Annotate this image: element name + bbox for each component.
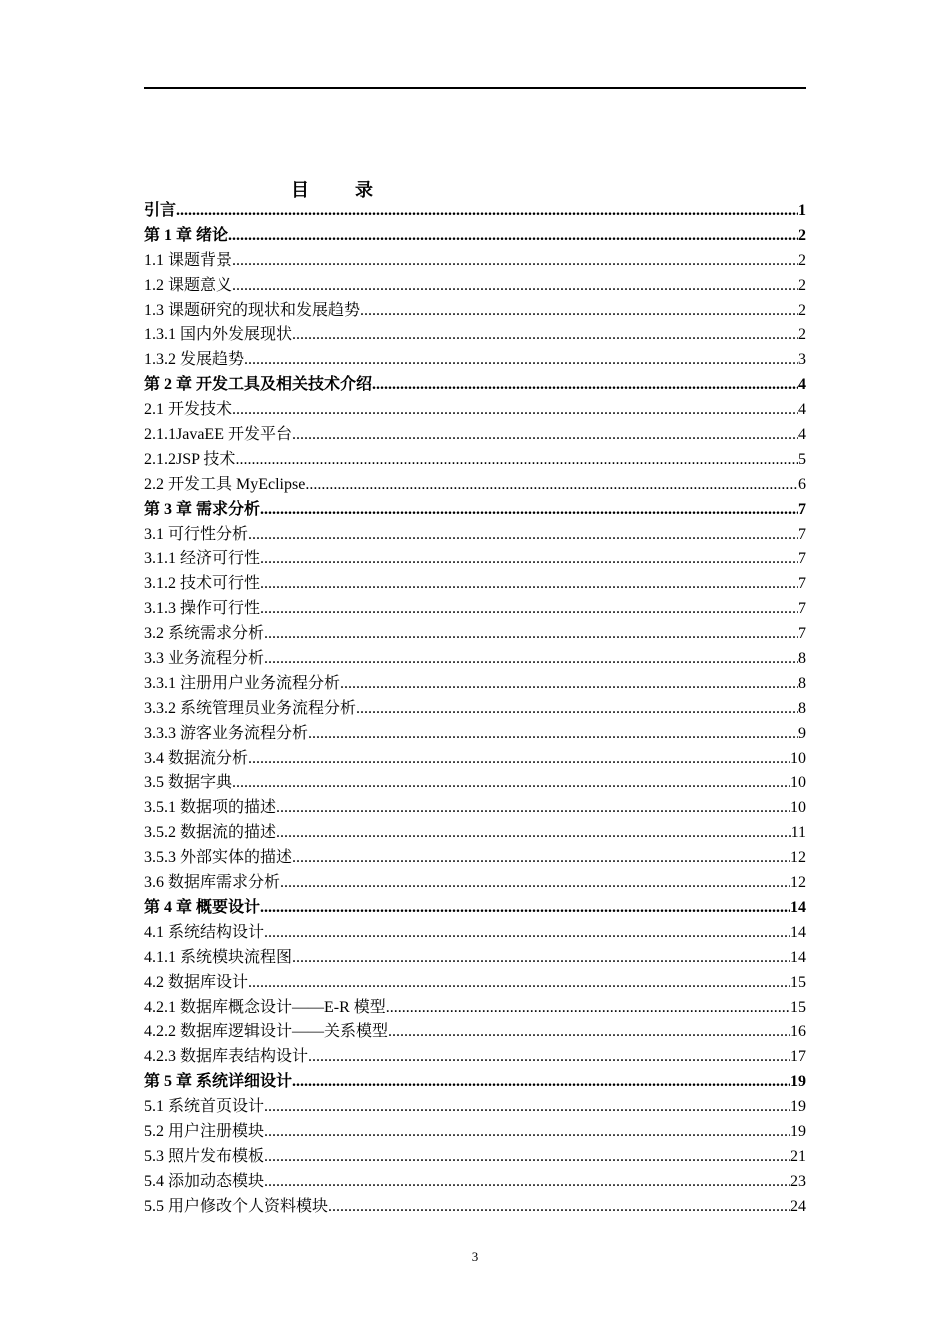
toc-leader-dots xyxy=(292,1070,790,1095)
toc-entry-page: 2 xyxy=(798,226,806,244)
toc-leader-dots xyxy=(232,249,798,274)
toc-entry[interactable] xyxy=(144,274,806,299)
toc-entry[interactable] xyxy=(144,747,806,772)
toc-entry-page: 3 xyxy=(798,351,806,369)
toc-entry-page: 1 xyxy=(798,202,806,219)
toc-leader-dots xyxy=(260,498,798,523)
header-rule xyxy=(144,87,806,89)
toc-entry[interactable] xyxy=(144,771,806,796)
toc-entry-label: 3.4 数据流分析 xyxy=(144,749,249,767)
toc-entry-label: 5.5 用户修改个人资料模块 xyxy=(144,1197,329,1215)
toc-leader-dots xyxy=(292,946,790,971)
toc-entry[interactable] xyxy=(144,448,806,473)
page-number: 3 xyxy=(471,1249,479,1264)
toc-leader-dots xyxy=(228,224,798,249)
toc-leader-dots xyxy=(260,572,798,597)
toc-leader-dots xyxy=(232,398,798,423)
toc-entry-page: 4 xyxy=(798,376,806,394)
toc-entry-label: 4.2.3 数据库表结构设计 xyxy=(144,1048,309,1066)
toc-entry-page: 2 xyxy=(798,301,806,319)
toc-entry-label: 3.3.1 注册用户业务流程分析 xyxy=(144,674,341,692)
toc-entry-page: 4 xyxy=(798,426,806,444)
toc-entry-label: 1.1 课题背景 xyxy=(144,251,233,269)
toc-entry[interactable] xyxy=(144,1120,806,1145)
toc-entry[interactable] xyxy=(144,996,806,1021)
toc-entry-page: 23 xyxy=(790,1172,806,1190)
toc-entry-page: 5 xyxy=(798,450,806,468)
toc-leader-dots xyxy=(292,323,798,348)
toc-leader-dots xyxy=(386,996,790,1021)
toc-entry[interactable] xyxy=(144,672,806,697)
toc-entry-label: 3.1.3 操作可行性 xyxy=(144,600,261,618)
toc-leader-dots xyxy=(235,448,798,473)
toc-entry-label: 4.2.1 数据库概念设计——E-R 模型 xyxy=(144,998,386,1016)
toc-entry-label: 3.5.1 数据项的描述 xyxy=(144,799,277,817)
toc-leader-dots xyxy=(360,299,798,324)
toc-entry-page: 2 xyxy=(798,326,806,344)
toc-entry-label: 4.2 数据库设计 xyxy=(144,973,249,991)
toc-entry-label: 第 3 章 需求分析 xyxy=(144,500,261,518)
toc-entry[interactable] xyxy=(144,398,806,423)
toc-entry[interactable] xyxy=(144,547,806,572)
toc-entry-label: 2.2 开发工具 MyEclipse xyxy=(144,475,306,493)
toc-leader-dots xyxy=(260,896,790,921)
toc-entry[interactable] xyxy=(144,373,806,398)
toc-entry-page: 12 xyxy=(790,849,806,867)
toc-leader-dots xyxy=(248,523,798,548)
toc-entry-page: 7 xyxy=(798,525,806,543)
toc-leader-dots xyxy=(248,747,790,772)
toc-entry-label: 1.2 课题意义 xyxy=(144,276,233,294)
toc-entry[interactable] xyxy=(144,722,806,747)
toc-entry-page: 15 xyxy=(790,973,806,991)
toc-entry[interactable] xyxy=(144,796,806,821)
toc-leader-dots xyxy=(176,199,798,224)
toc-entry-label: 5.2 用户注册模块 xyxy=(144,1122,265,1140)
toc-entry-label: 3.5 数据字典 xyxy=(144,774,233,792)
toc-entry-page: 21 xyxy=(790,1147,806,1165)
toc-entry-page: 15 xyxy=(790,998,806,1016)
toc-leader-dots xyxy=(372,373,798,398)
toc-entry-page: 8 xyxy=(798,699,806,717)
toc-entry-label: 3.1.1 经济可行性 xyxy=(144,550,261,568)
toc-entry-page: 7 xyxy=(798,500,806,518)
toc-leader-dots xyxy=(264,1145,790,1170)
toc-leader-dots xyxy=(308,722,798,747)
toc-leader-dots xyxy=(264,647,798,672)
toc-entry-page: 2 xyxy=(798,276,806,294)
toc-leader-dots xyxy=(276,796,790,821)
toc-entry-page: 14 xyxy=(790,948,806,966)
toc-entry[interactable] xyxy=(144,423,806,448)
toc-entry-page: 19 xyxy=(790,1073,806,1091)
toc-entry-label: 4.1 系统结构设计 xyxy=(144,923,265,941)
toc-leader-dots xyxy=(280,871,790,896)
toc-entry-label: 3.5.3 外部实体的描述 xyxy=(144,849,293,867)
toc-leader-dots xyxy=(276,821,791,846)
toc-entry-label: 2.1.2JSP 技术 xyxy=(144,450,236,468)
toc-entry-page: 14 xyxy=(790,898,806,916)
toc-entry[interactable] xyxy=(144,1070,806,1095)
toc-leader-dots xyxy=(264,921,790,946)
toc-entry-page: 17 xyxy=(790,1048,806,1066)
toc-leader-dots xyxy=(340,672,798,697)
toc-entry-label: 3.3 业务流程分析 xyxy=(144,650,265,668)
toc-entry-label: 第 2 章 开发工具及相关技术介绍 xyxy=(144,376,373,394)
toc-entry[interactable] xyxy=(144,647,806,672)
toc-entry-label: 2.1 开发技术 xyxy=(144,401,233,419)
toc-entry-label: 3.6 数据库需求分析 xyxy=(144,874,281,892)
toc-entry-page: 14 xyxy=(790,923,806,941)
toc-entry-page: 10 xyxy=(790,749,806,767)
toc-entry[interactable] xyxy=(144,224,806,249)
table-of-contents xyxy=(144,199,806,1220)
toc-entry[interactable] xyxy=(144,821,806,846)
toc-leader-dots xyxy=(356,697,798,722)
toc-title: 目 录 xyxy=(291,180,387,200)
toc-entry-page: 7 xyxy=(798,550,806,568)
toc-entry-label: 1.3 课题研究的现状和发展趋势 xyxy=(144,301,361,319)
toc-leader-dots xyxy=(264,1120,790,1145)
toc-entry[interactable] xyxy=(144,597,806,622)
toc-entry-label: 3.5.2 数据流的描述 xyxy=(144,824,277,842)
toc-entry[interactable] xyxy=(144,896,806,921)
toc-leader-dots xyxy=(328,1195,790,1220)
toc-entry-page: 6 xyxy=(798,475,806,493)
toc-entry-page: 2 xyxy=(798,251,806,269)
toc-entry[interactable] xyxy=(144,1145,806,1170)
toc-leader-dots xyxy=(388,1020,790,1045)
toc-leader-dots xyxy=(264,1170,790,1195)
toc-leader-dots xyxy=(292,846,790,871)
toc-entry-label: 3.3.2 系统管理员业务流程分析 xyxy=(144,699,357,717)
toc-entry-page: 10 xyxy=(790,799,806,817)
toc-entry-page: 10 xyxy=(790,774,806,792)
toc-entry-label: 第 1 章 绪论 xyxy=(144,226,229,244)
toc-entry-label: 第 5 章 系统详细设计 xyxy=(144,1073,293,1091)
toc-leader-dots xyxy=(260,597,798,622)
toc-entry-label: 3.1.2 技术可行性 xyxy=(144,575,261,593)
toc-entry[interactable] xyxy=(144,1045,806,1070)
toc-leader-dots xyxy=(232,771,790,796)
toc-entry-label: 1.3.2 发展趋势 xyxy=(144,351,245,369)
toc-leader-dots xyxy=(292,423,798,448)
toc-leader-dots xyxy=(305,473,798,498)
toc-leader-dots xyxy=(264,622,798,647)
toc-entry-label: 第 4 章 概要设计 xyxy=(144,898,261,916)
toc-entry[interactable] xyxy=(144,846,806,871)
toc-entry[interactable] xyxy=(144,1020,806,1045)
toc-entry-page: 8 xyxy=(798,674,806,692)
toc-entry-label: 引言 xyxy=(144,202,177,219)
toc-entry[interactable] xyxy=(144,971,806,996)
toc-entry-page: 19 xyxy=(790,1098,806,1116)
toc-entry-label: 3.3.3 游客业务流程分析 xyxy=(144,724,309,742)
toc-leader-dots xyxy=(248,971,790,996)
toc-entry[interactable] xyxy=(144,572,806,597)
toc-entry-label: 1.3.1 国内外发展现状 xyxy=(144,326,293,344)
toc-leader-dots xyxy=(264,1095,790,1120)
toc-entry[interactable] xyxy=(144,921,806,946)
toc-entry-label: 5.3 照片发布模板 xyxy=(144,1147,265,1165)
toc-entry-page: 19 xyxy=(790,1122,806,1140)
toc-leader-dots xyxy=(232,274,798,299)
toc-entry-label: 2.1.1JavaEE 开发平台 xyxy=(144,426,292,444)
toc-entry[interactable] xyxy=(144,946,806,971)
toc-entry[interactable] xyxy=(144,1170,806,1195)
toc-entry[interactable] xyxy=(144,348,806,373)
toc-entry[interactable] xyxy=(144,1095,806,1120)
toc-entry-label: 4.2.2 数据库逻辑设计——关系模型 xyxy=(144,1023,389,1041)
toc-leader-dots xyxy=(260,547,798,572)
toc-entry-page: 7 xyxy=(798,600,806,618)
toc-entry[interactable] xyxy=(144,199,806,224)
toc-entry-page: 4 xyxy=(798,401,806,419)
toc-entry[interactable] xyxy=(144,523,806,548)
toc-entry-label: 5.4 添加动态模块 xyxy=(144,1172,265,1190)
toc-entry-page: 24 xyxy=(790,1197,806,1215)
toc-entry[interactable] xyxy=(144,249,806,274)
toc-entry-label: 5.1 系统首页设计 xyxy=(144,1098,265,1116)
toc-entry-page: 12 xyxy=(790,874,806,892)
toc-entry-page: 11 xyxy=(790,824,806,842)
toc-leader-dots xyxy=(244,348,798,373)
toc-entry-page: 9 xyxy=(798,724,806,742)
toc-entry[interactable] xyxy=(144,622,806,647)
toc-entry[interactable] xyxy=(144,323,806,348)
toc-entry-label: 3.1 可行性分析 xyxy=(144,525,249,543)
toc-leader-dots xyxy=(308,1045,790,1070)
toc-entry[interactable] xyxy=(144,299,806,324)
toc-entry[interactable] xyxy=(144,871,806,896)
toc-entry-label: 3.2 系统需求分析 xyxy=(144,625,265,643)
toc-entry[interactable] xyxy=(144,697,806,722)
toc-entry-page: 7 xyxy=(798,625,806,643)
toc-entry[interactable] xyxy=(144,498,806,523)
toc-entry-page: 7 xyxy=(798,575,806,593)
toc-entry-page: 8 xyxy=(798,650,806,668)
toc-entry-label: 4.1.1 系统模块流程图 xyxy=(144,948,293,966)
toc-entry[interactable] xyxy=(144,473,806,498)
toc-entry[interactable] xyxy=(144,1195,806,1220)
toc-entry-page: 16 xyxy=(790,1023,806,1041)
